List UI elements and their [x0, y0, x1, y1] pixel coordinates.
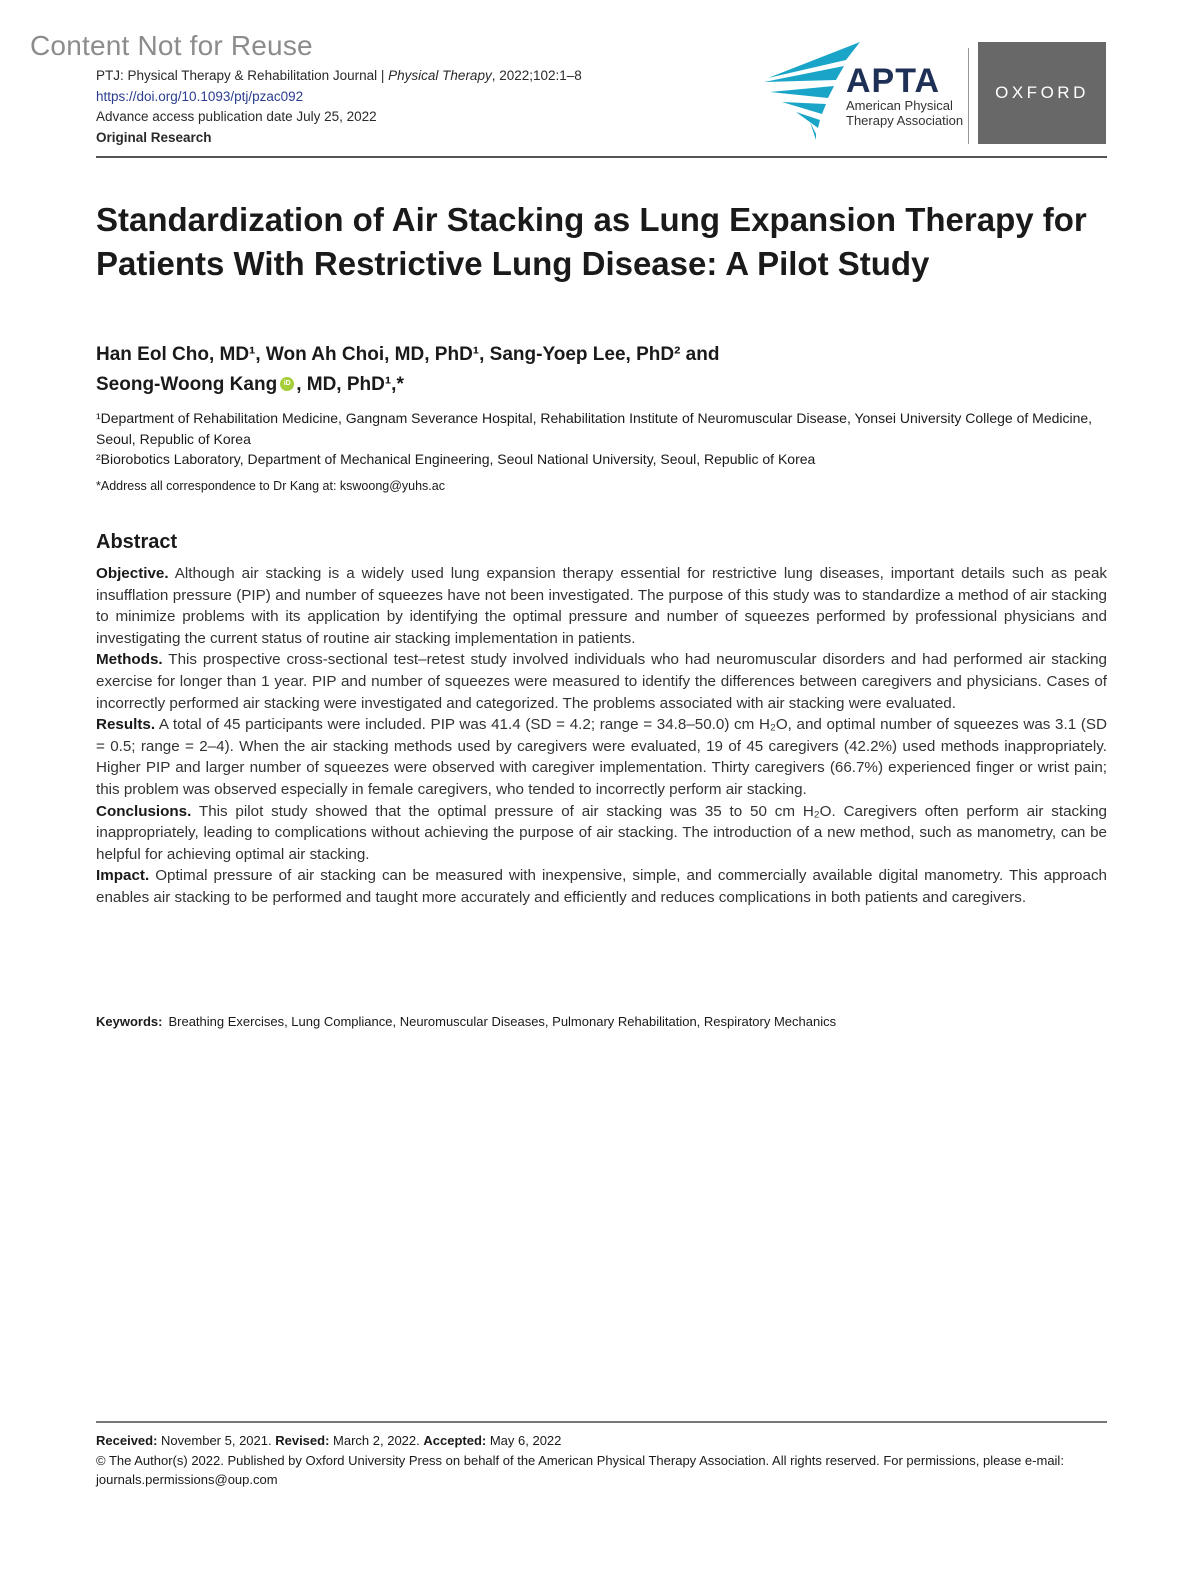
- doi-link[interactable]: https://doi.org/10.1093/ptj/pzac092: [96, 88, 304, 104]
- watermark: Content Not for Reuse: [30, 30, 313, 61]
- footer-rule: [96, 1421, 1107, 1423]
- abstract-body: [96, 563, 1107, 909]
- oxford-logo: OXFORD: [978, 42, 1106, 144]
- correspondence-address: *Address all correspondence to Dr Kang at: kswoong@yuhs.ac: [96, 478, 445, 493]
- impact-text: Optimal pressure of air stacking can be measured with inexpensive, simple, and commercially available digital manometry. This approach enables air stacking to be performed and taught more accurately and efficiently and reduces complications in both patients and caregivers.: [96, 867, 1107, 906]
- author-list: [96, 340, 1096, 400]
- impact-label: Impact.: [96, 867, 150, 885]
- corresponding-author-name: Seong-Woong Kang: [96, 374, 278, 395]
- header-rule: [96, 156, 1107, 158]
- methods-label: Methods.: [96, 651, 163, 669]
- article-title: Standardization of Air Stacking as Lung Expansion Therapy for Patients With Restrictive Lung Disease: A Pilot Study: [96, 201, 1087, 282]
- article-history: [96, 1431, 1107, 1451]
- methods-text: This prospective cross-sectional test–retest study involved individuals who had neuromuscular disorders and had performed air stacking exercise for longer than 1 year. PIP and number of squeezes were measured to identify the differences between caregivers and physicians. Cases of incorrectly performed air stacking were investigated and categorized. The problems associated with air stacking were evaluated.: [96, 651, 1107, 712]
- affiliation-1: ¹Department of Rehabilitation Medicine, Gangnam Severance Hospital, Rehabilitation Institute of Neuromuscular Disease, Yonsei University College of Medicine, Seoul, Republic of Korea: [96, 410, 1093, 447]
- objective-label: Objective.: [96, 565, 169, 582]
- accepted-date: May 6, 2022: [486, 1433, 562, 1448]
- conclusions-label: Conclusions.: [96, 802, 192, 820]
- abstract-heading: Abstract: [96, 531, 178, 553]
- apta-wordmark: APTA: [846, 62, 941, 100]
- conclusions-text: This pilot study showed that the optimal pressure of air stacking was 35 to 50 cm H₂O. Caregivers often perform air stacking inappropriately, leading to complications without achieving the purpose of air stacking. The introduction of a new method, such as manometry, can be helpful for achieving optimal air stacking.: [96, 802, 1107, 863]
- journal-citation-line: [96, 66, 736, 87]
- orcid-icon[interactable]: iD: [280, 377, 294, 391]
- abstract-conclusions: [96, 801, 1107, 866]
- journal-short-name: Physical Therapy: [388, 68, 492, 83]
- keywords: [96, 1014, 1107, 1029]
- affiliation-2: ²Biorobotics Laboratory, Department of Mechanical Engineering, Seoul National University, Seoul, Republic of Korea: [96, 451, 816, 467]
- received-label: Received:: [96, 1433, 158, 1448]
- revised-label: Revised:: [275, 1433, 330, 1448]
- keywords-list: Breathing Exercises, Lung Compliance, Neuromuscular Diseases, Pulmonary Rehabilitation, Respiratory Mechanics: [168, 1014, 837, 1029]
- results-text: A total of 45 participants were included. PIP was 41.4 (SD = 4.2; range = 34.8–50.0) cm H₂O, and optimal number of squeezes was 3.1 (SD = 0.5; range = 2–4). When the air stacking methods used by caregivers were evaluated, 19 of 45 caregivers (42.2%) used methods inappropriately. Higher PIP and larger number of squeezes were observed with caregiver implementation. Thirty caregivers (66.7%) experienced finger or wrist pain; this problem was observed especially in female caregivers, who tended to incorrectly perform air stacking.: [96, 716, 1107, 798]
- corresponding-author-degrees: , MD, PhD¹,*: [296, 374, 404, 395]
- citation-separator: |: [377, 68, 389, 83]
- journal-header: [96, 66, 736, 148]
- citation: , 2022;102:1–8: [491, 68, 582, 83]
- abstract-results: [96, 714, 1107, 800]
- authors-line-2: [96, 370, 1096, 400]
- logo-divider: [968, 48, 969, 144]
- publication-date: Advance access publication date July 25, 2022: [96, 109, 377, 124]
- article-footer: [96, 1431, 1107, 1490]
- objective-text: Although air stacking is a widely used lung expansion therapy essential for restrictive lung diseases, important details such as peak insufflation pressure (PIP) and number of squeezes have not been investigated. The purpose of this study was to standardize a method of air stacking to minimize problems with its application by identifying the optimal pressure and number of squeezes performed by professional physicians and investigating the current status of routine air stacking implementation in patients.: [96, 565, 1107, 647]
- publisher-logos: [760, 42, 1108, 146]
- keywords-label: Keywords:: [96, 1014, 163, 1029]
- authors-line-1: Han Eol Cho, MD¹, Won Ah Choi, MD, PhD¹, Sang-Yoep Lee, PhD² and: [96, 344, 720, 365]
- abstract-methods: [96, 649, 1107, 714]
- abstract-objective: [96, 563, 1107, 649]
- article-type: Original Research: [96, 129, 212, 145]
- copyright-notice: © The Author(s) 2022. Published by Oxford University Press on behalf of the American Physical Therapy Association. All rights reserved. For permissions, please e-mail: journals.permissions@oup.com: [96, 1452, 1064, 1487]
- accepted-label: Accepted:: [423, 1433, 487, 1448]
- received-date: November 5, 2021.: [157, 1433, 276, 1448]
- affiliations: [96, 408, 1108, 496]
- abstract-impact: [96, 865, 1107, 908]
- apta-full-name: American Physical Therapy Association: [846, 98, 964, 128]
- journal-name: PTJ: Physical Therapy & Rehabilitation Journal: [96, 68, 378, 83]
- results-label: Results.: [96, 716, 156, 734]
- revised-date: March 2, 2022.: [329, 1433, 424, 1448]
